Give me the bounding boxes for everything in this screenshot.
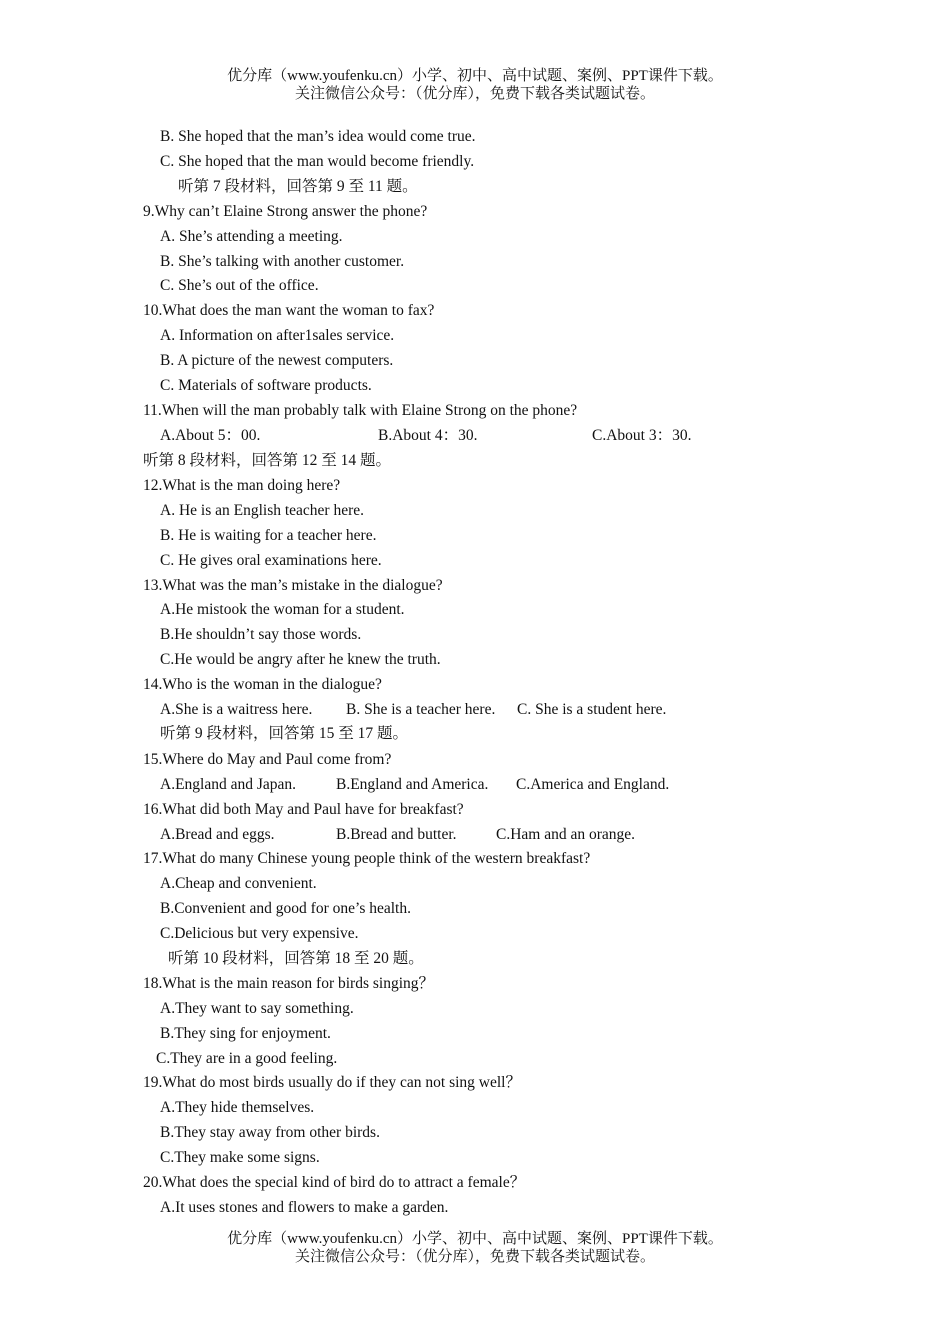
footer-line-1: 优分库（www.youfenku.cn）小学、初中、高中试题、案例、PPT课件下载。 xyxy=(227,1231,723,1247)
question-10: 10.What does the man want the woman to fax? xyxy=(143,302,435,319)
option-17a: A.Cheap and convenient. xyxy=(160,875,317,892)
option-8c: C. She hoped that the man would become friendly. xyxy=(160,153,475,170)
page-header xyxy=(0,67,950,103)
option-9b: B. She’s talking with another customer. xyxy=(160,253,405,270)
question-15: 15.Where do May and Paul come from? xyxy=(143,751,392,768)
option-15b: B.England and America. xyxy=(336,776,489,793)
option-14a: A.She is a waitress here. xyxy=(160,701,313,718)
question-19: 19.What do most birds usually do if they can not sing well？ xyxy=(143,1074,521,1091)
section-10-heading: 听第 10 段材料，回答第 18 至 20 题。 xyxy=(168,950,424,967)
option-19c: C.They make some signs. xyxy=(160,1149,320,1166)
option-18c: C.They are in a good feeling. xyxy=(156,1050,338,1067)
option-10c: C. Materials of software products. xyxy=(160,377,372,394)
options-16 xyxy=(160,825,635,845)
option-11b: B.About 4：30. xyxy=(378,427,478,444)
option-11c: C.About 3：30. xyxy=(592,427,692,444)
question-12: 12.What is the man doing here? xyxy=(143,477,341,494)
option-16a: A.Bread and eggs. xyxy=(160,826,275,843)
option-12b: B. He is waiting for a teacher here. xyxy=(160,527,377,544)
option-8b: B. She hoped that the man’s idea would come true. xyxy=(160,128,476,145)
question-14: 14.Who is the woman in the dialogue? xyxy=(143,676,382,693)
option-13a: A.He mistook the woman for a student. xyxy=(160,601,405,618)
option-16c: C.Ham and an orange. xyxy=(496,826,636,843)
page-footer xyxy=(0,1230,950,1266)
question-9: 9.Why can’t Elaine Strong answer the phone? xyxy=(143,203,428,220)
option-19a: A.They hide themselves. xyxy=(160,1099,315,1116)
question-18: 18.What is the main reason for birds singing？ xyxy=(143,975,435,992)
option-11a: A.About 5：00. xyxy=(160,427,261,444)
option-12c: C. He gives oral examinations here. xyxy=(160,552,382,569)
option-20a: A.It uses stones and flowers to make a garden. xyxy=(160,1199,449,1216)
option-19b: B.They stay away from other birds. xyxy=(160,1124,380,1141)
option-14b: B. She is a teacher here. xyxy=(346,701,496,718)
option-14c: C. She is a student here. xyxy=(517,701,667,718)
options-15 xyxy=(160,775,669,795)
section-8-heading: 听第 8 段材料，回答第 12 至 14 题。 xyxy=(143,452,392,469)
option-18b: B.They sing for enjoyment. xyxy=(160,1025,331,1042)
option-12a: A. He is an English teacher here. xyxy=(160,502,365,519)
section-9-heading: 听第 9 段材料，回答第 15 至 17 题。 xyxy=(160,725,409,742)
question-20: 20.What does the special kind of bird do to attract a female？ xyxy=(143,1174,526,1191)
option-17c: C.Delicious but very expensive. xyxy=(160,925,359,942)
option-13c: C.He would be angry after he knew the truth. xyxy=(160,651,441,668)
option-9a: A. She’s attending a meeting. xyxy=(160,228,343,245)
question-17: 17.What do many Chinese young people think of the western breakfast? xyxy=(143,850,591,867)
option-15a: A.England and Japan. xyxy=(160,776,297,793)
question-13: 13.What was the man’s mistake in the dialogue? xyxy=(143,577,443,594)
option-17b: B.Convenient and good for one’s health. xyxy=(160,900,411,917)
options-14 xyxy=(160,700,666,720)
footer-line-2: 关注微信公众号：（优分库），免费下载各类试题试卷。 xyxy=(294,1249,655,1265)
option-18a: A.They want to say something. xyxy=(160,1000,354,1017)
section-7-heading: 听第 7 段材料，回答第 9 至 11 题。 xyxy=(178,178,418,195)
header-line-1: 优分库（www.youfenku.cn）小学、初中、高中试题、案例、PPT课件下载。 xyxy=(227,68,723,84)
option-16b: B.Bread and butter. xyxy=(336,826,457,843)
option-10a: A. Information on after1sales service. xyxy=(160,327,395,344)
question-16: 16.What did both May and Paul have for breakfast? xyxy=(143,801,464,818)
option-9c: C. She’s out of the office. xyxy=(160,277,319,294)
options-11 xyxy=(160,426,691,446)
option-15c: C.America and England. xyxy=(516,776,670,793)
question-11: 11.When will the man probably talk with Elaine Strong on the phone? xyxy=(143,402,578,419)
option-13b: B.He shouldn’t say those words. xyxy=(160,626,362,643)
option-10b: B. A picture of the newest computers. xyxy=(160,352,394,369)
header-line-2: 关注微信公众号：（优分库），免费下载各类试题试卷。 xyxy=(294,86,655,102)
